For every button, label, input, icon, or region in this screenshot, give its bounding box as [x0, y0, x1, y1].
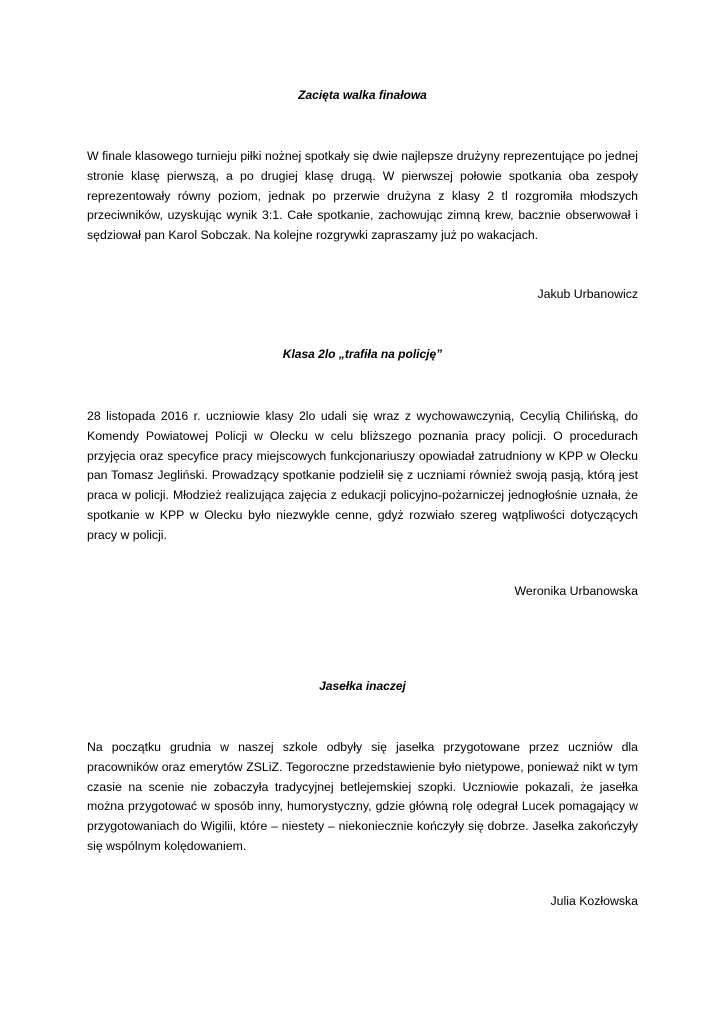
article-3-body: Na początku grudnia w naszej szkole odbyły się jasełka przygotowane przez uczniów dla pracowników oraz emerytów ZSLiZ. Tegoroczne przedstawienie było nietypowe, ponieważ nikt w tym czasie na scenie nie zobaczyła tradycyjnej betlejemskiej szopki. Uczniowie pokazali, że jasełka można przygotować w sposób inny, humorystyczny, gdzie główną rolę odegrał Lucek pomagający w przygotowaniach do Wigilii, które – niestety – niekoniecznie kończyły się dobrze. Jasełka zakończyły się wspólnym kolędowaniem.: [87, 740, 638, 853]
article-1-title: Zacięta walka finałowa: [298, 88, 427, 102]
article-2-author: Weronika Urbanowska: [514, 584, 638, 598]
article-1-body: W finale klasowego turnieju piłki nożnej spotkały się dwie najlepsze drużyny reprezentujące po jednej stronie klasę pierwszą, a po drugiej klasę drugą. W pierwszej połowie spotkania oba zespoły reprezentowały równy poziom, jednak po przerwie drużyna z klasy 2 tl rozgromiła młodszych przeciwników, uzyskując wynik 3:1. Całe spotkanie, zachowując zimną krew, bacznie obserwował i sędziował pan Karol Sobczak. Na kolejne rozgrywki zapraszamy już po wakacjach.: [87, 149, 638, 243]
article-2-title: Klasa 2lo „trafiła na policję”: [282, 347, 443, 361]
article-2-body: 28 listopada 2016 r. uczniowie klasy 2lo udali się wraz z wychowawczynią, Cecylią Chilińską, do Komendy Powiatowej Policji w Olecku w celu bliższego poznania pracy policji. O procedurach przyjęcia oraz specyfice pracy miejscowych funkcjonariuszy opowiadał zatrudniony w KPP w Olecku pan Tomasz Jegliński. Prowadzący spotkanie podzielił się z uczniami również swoją pasją, którą jest praca w policji. Młodzież realizująca zajęcia z edukacji policyjno-pożarniczej jednogłośnie uznała, że spotkanie w KPP w Olecku było niezwykle cenne, gdyż rozwiało szereg wątpliwości dotyczących pracy w policji.: [87, 409, 638, 542]
article-3-title: Jasełka inaczej: [319, 679, 406, 693]
article-1-author: Jakub Urbanowicz: [537, 287, 638, 301]
article-3-author: Julia Kozłowska: [550, 894, 638, 908]
